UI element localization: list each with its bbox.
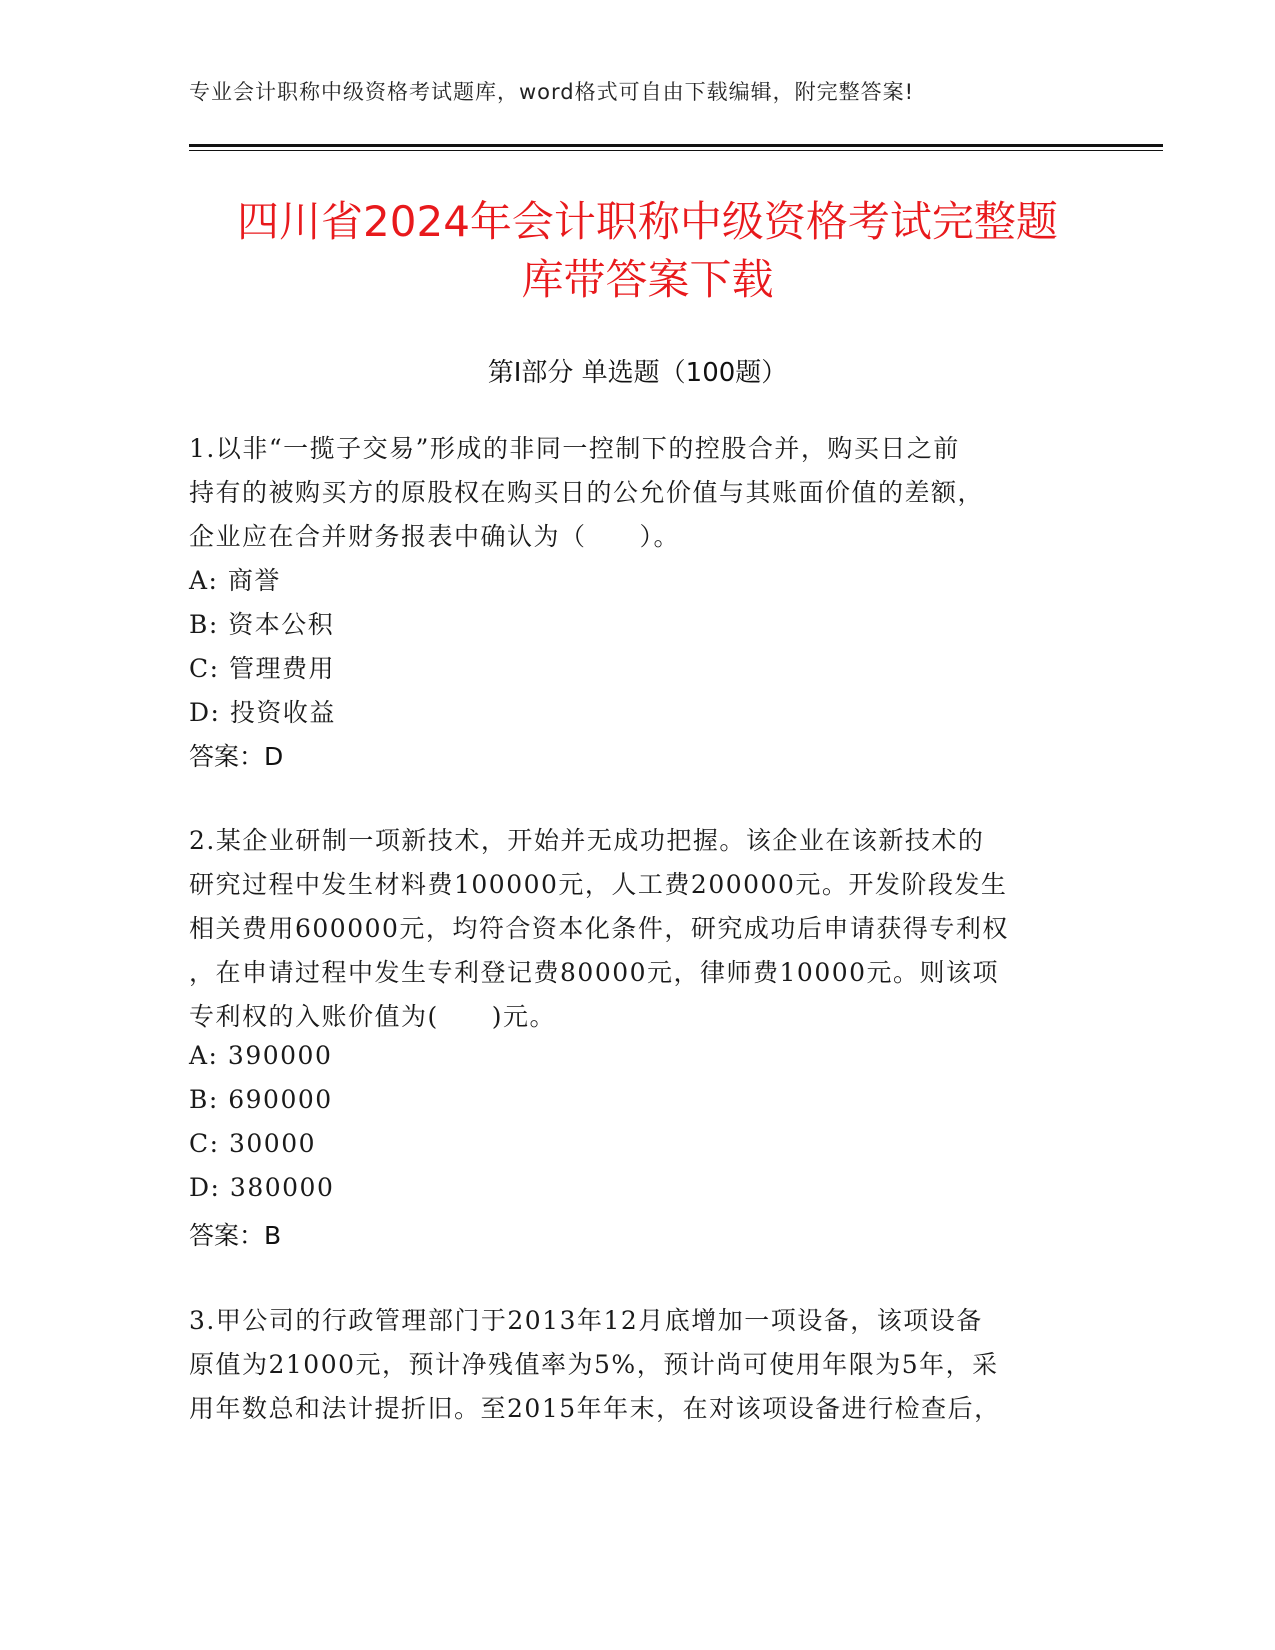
question-text-line: 3.甲公司的行政管理部门于2013年12月底增加一项设备，该项设备 (189, 1306, 983, 1335)
option-d: D: 投资收益 (189, 698, 336, 727)
option-a: A: 390000 (189, 1041, 333, 1070)
question-text-line: 2.某企业研制一项新技术，开始并无成功把握。该企业在该新技术的 (189, 826, 985, 855)
question-text-line: 研究过程中发生材料费100000元，人工费200000元。开发阶段发生 (189, 870, 1008, 899)
section-title: 第I部分 单选题（100题） (487, 358, 788, 388)
answer-label: 答案：D (189, 742, 284, 771)
question-text-line: 企业应在合并财务报表中确认为（ ）。 (189, 522, 681, 551)
answer-label: 答案：B (189, 1221, 282, 1250)
question-text-line: 相关费用600000元，均符合资本化条件，研究成功后申请获得专利权 (189, 914, 1009, 943)
option-c: C: 30000 (189, 1129, 317, 1158)
header-rule-thin (189, 150, 1163, 151)
question-text-line: 专利权的入账价值为( )元。 (189, 1002, 557, 1031)
question-text-line: 原值为21000元，预计净残值率为5%，预计尚可使用年限为5年，采 (189, 1350, 999, 1379)
option-d: D: 380000 (189, 1173, 335, 1202)
document-title-line-2: 库带答案下载 (521, 255, 774, 304)
option-c: C: 管理费用 (189, 654, 335, 683)
option-b: B: 690000 (189, 1085, 333, 1114)
header-rule-thick (189, 144, 1163, 147)
question-text-line: 持有的被购买方的原股权在购买日的公允价值与其账面价值的差额， (189, 478, 985, 507)
document-title (160, 193, 1135, 309)
option-b: B: 资本公积 (189, 610, 335, 639)
option-a: A: 商誉 (189, 566, 281, 595)
document-title-line-1: 四川省2024年会计职称中级资格考试完整题 (237, 197, 1058, 246)
header-note: 专业会计职称中级资格考试题库，word格式可自由下载编辑，附完整答案! (189, 80, 915, 104)
question-text-line: 1.以非“一揽子交易”形成的非同一控制下的控股合并，购买日之前 (189, 434, 960, 463)
question-text-line: ，在申请过程中发生专利登记费80000元，律师费10000元。则该项 (189, 958, 1000, 987)
question-text-line: 用年数总和法计提折旧。至2015年年末，在对该项设备进行检查后， (189, 1394, 1001, 1423)
